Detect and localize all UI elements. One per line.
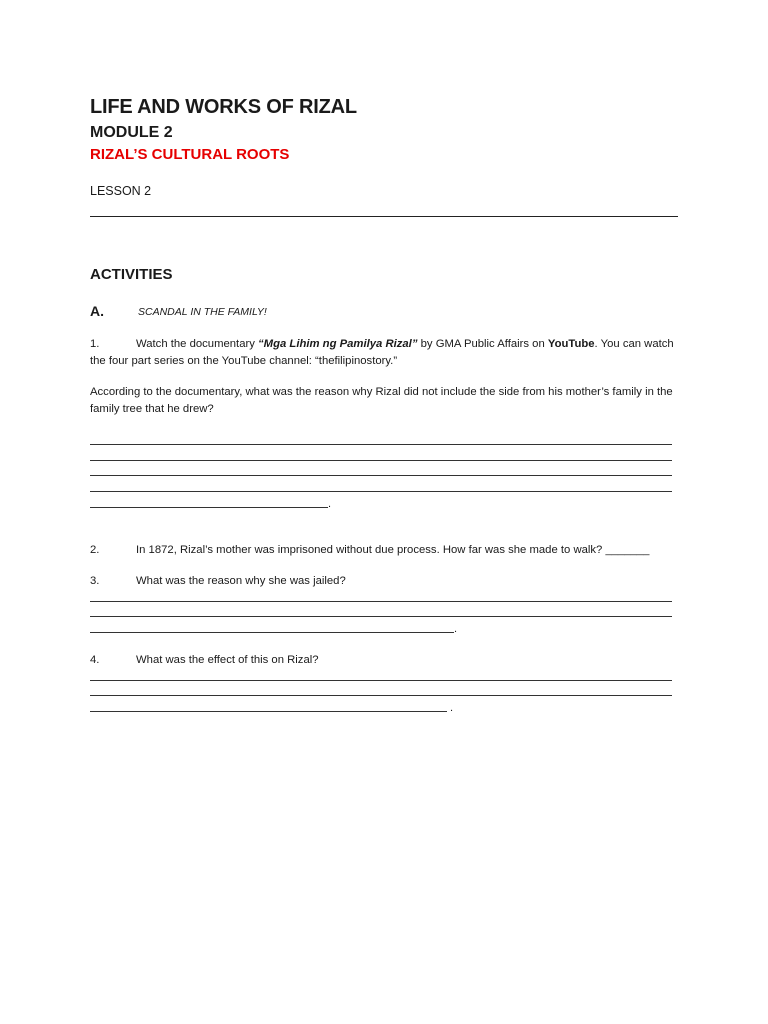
question-text: Watch the documentary <box>136 338 259 350</box>
answer-line[interactable] <box>90 507 328 508</box>
activities-heading: ACTIVITIES <box>90 266 173 283</box>
module-title: RIZAL’S CULTURAL ROOTS <box>90 146 290 163</box>
section-letter: A. <box>90 303 104 319</box>
question-1-prompt: According to the documentary, what was the reason why Rizal did not include the side from his mother’s family in the family tree that he drew? <box>90 386 673 415</box>
answer-line[interactable] <box>90 601 672 602</box>
line-end-period: . <box>328 498 332 510</box>
document-title: LIFE AND WORKS OF RIZAL <box>90 96 357 118</box>
question-4 <box>90 652 680 669</box>
answer-line[interactable] <box>90 475 672 476</box>
answer-line[interactable] <box>90 491 672 492</box>
answer-line[interactable] <box>90 632 454 633</box>
section-title: SCANDAL IN THE FAMILY! <box>138 306 267 318</box>
youtube-label: YouTube <box>547 338 595 350</box>
question-3 <box>90 573 680 590</box>
answer-line[interactable] <box>90 711 447 712</box>
question-text: . You can watch the four part series on the YouTube channel: “thefilipinostory.” <box>90 338 674 367</box>
answer-line[interactable] <box>90 444 672 445</box>
answer-line[interactable] <box>90 695 672 696</box>
question-text: What was the effect of this on Rizal? <box>136 654 319 666</box>
line-end-period: . <box>450 702 454 714</box>
question-number: 1. <box>90 338 100 350</box>
horizontal-rule <box>90 216 678 217</box>
question-number: 2. <box>90 544 100 556</box>
module-label: MODULE 2 <box>90 124 173 141</box>
question-2 <box>90 542 680 559</box>
answer-line[interactable] <box>90 460 672 461</box>
line-end-period: . <box>454 623 458 635</box>
question-number: 3. <box>90 575 100 587</box>
question-text: What was the reason why she was jailed? <box>136 575 346 587</box>
question-text: by GMA Public Affairs on <box>417 338 548 350</box>
lesson-label: LESSON 2 <box>90 184 152 198</box>
documentary-title: “Mga Lihim ng Pamilya Rizal” <box>258 338 418 350</box>
question-text: In 1872, Rizal’s mother was imprisoned without due process. How far was she made to walk? _______ <box>136 544 650 556</box>
answer-line[interactable] <box>90 616 672 617</box>
question-number: 4. <box>90 654 100 666</box>
answer-line[interactable] <box>90 680 672 681</box>
question-1 <box>90 336 680 370</box>
